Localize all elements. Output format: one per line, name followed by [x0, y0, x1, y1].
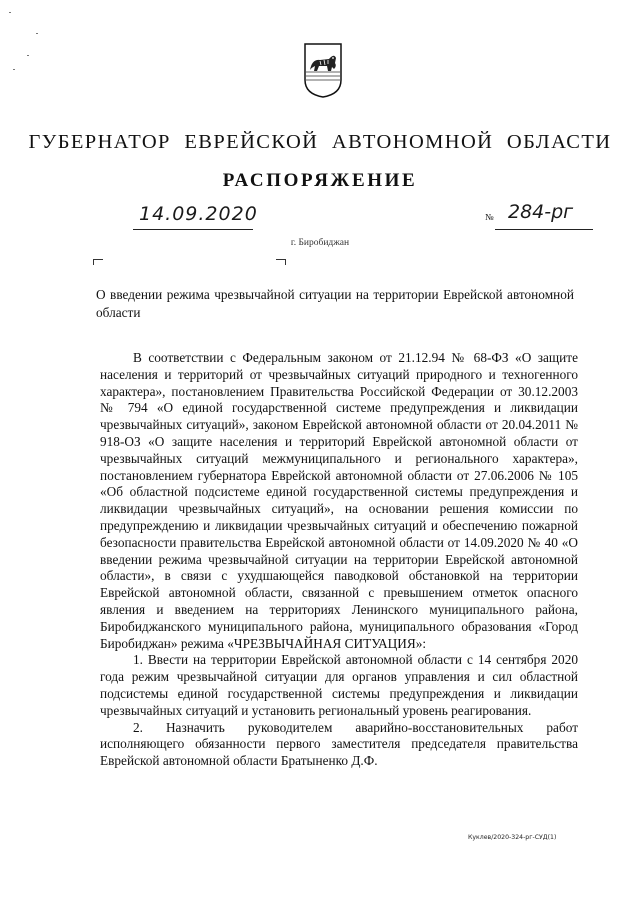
number-prefix: № — [485, 212, 494, 222]
scan-speck — [27, 55, 29, 56]
city-label: г. Биробиджан — [290, 238, 350, 248]
footer-reference: Куклев/2020-324-рг-СУД(1) — [468, 834, 557, 841]
body-paragraph: 2. Назначить руководителем аварийно-восстановительных работ исполняющего обязанности первого заместителя председателя правительства Еврейской автономной области Братыненко Д.Ф. — [100, 719, 578, 769]
scan-speck — [13, 69, 15, 70]
subject-corner-left — [93, 259, 103, 265]
number-underline — [495, 229, 593, 230]
date-underline — [133, 229, 253, 230]
scan-speck — [9, 12, 11, 13]
document-body — [100, 350, 578, 770]
document-date: 14.09.2020 — [139, 203, 258, 225]
body-paragraph: 1. Ввести на территории Еврейской автономной области с 14 сентября 2020 года режим чрезвычайной ситуации для органов управления и сил областной подсистемы единой государственной системы предупреждения и ликвидации чрезвычайных ситуаций и установить региональный уровень реагирования. — [100, 652, 578, 718]
coat-of-arms-icon — [303, 42, 343, 98]
document-subject: О введении режима чрезвычайной ситуации на территории Еврейской автономной области — [96, 287, 574, 320]
scan-speck — [36, 33, 38, 34]
subject-corner-right — [276, 259, 286, 265]
document-type: РАСПОРЯЖЕНИЕ — [222, 170, 418, 191]
organization-title: ГУБЕРНАТОР ЕВРЕЙСКОЙ АВТОНОМНОЙ ОБЛАСТИ — [28, 131, 612, 153]
document-number: 284-рг — [508, 201, 574, 223]
body-paragraph: В соответствии с Федеральным законом от 21.12.94 № 68-ФЗ «О защите населения и территорий от чрезвычайных ситуаций природного и техногенного характера», постановлением Правительства Российской Федерации от 30.12.2003 № 794 «О единой государственной системе предупреждения и ликвидации чрезвычайных ситуаций», законом Еврейской автономной области от 20.04.2011 № 918-ОЗ «О защите населения и территорий Еврейской автономной области от чрезвычайных ситуаций межмуниципального и регионального характера», постановлением губернатора Еврейской автономной области от 27.06.2006 № 105 «Об областной подсистеме единой государственной системы предупреждения и ликвидации чрезвычайных ситуаций», на основании решения комиссии по предупреждению и ликвидации чрезвычайных ситуаций и обеспечению пожарной безопасности правительства Еврейской автономной области от 14.09.2020 № 40 «О введении режима чрезвычайной ситуации на территории Еврейской автономной области», в связи с ухудшающейся паводковой обстановкой на территории Еврейской автономной области, связанной с превышением отметок опасного явления и введением на территориях Ленинского муниципального района, Биробиджанского муниципального района, муниципального образования «Город Биробиджан» режима «ЧРЕЗВЫЧАЙНАЯ СИТУАЦИЯ»: — [100, 350, 578, 651]
